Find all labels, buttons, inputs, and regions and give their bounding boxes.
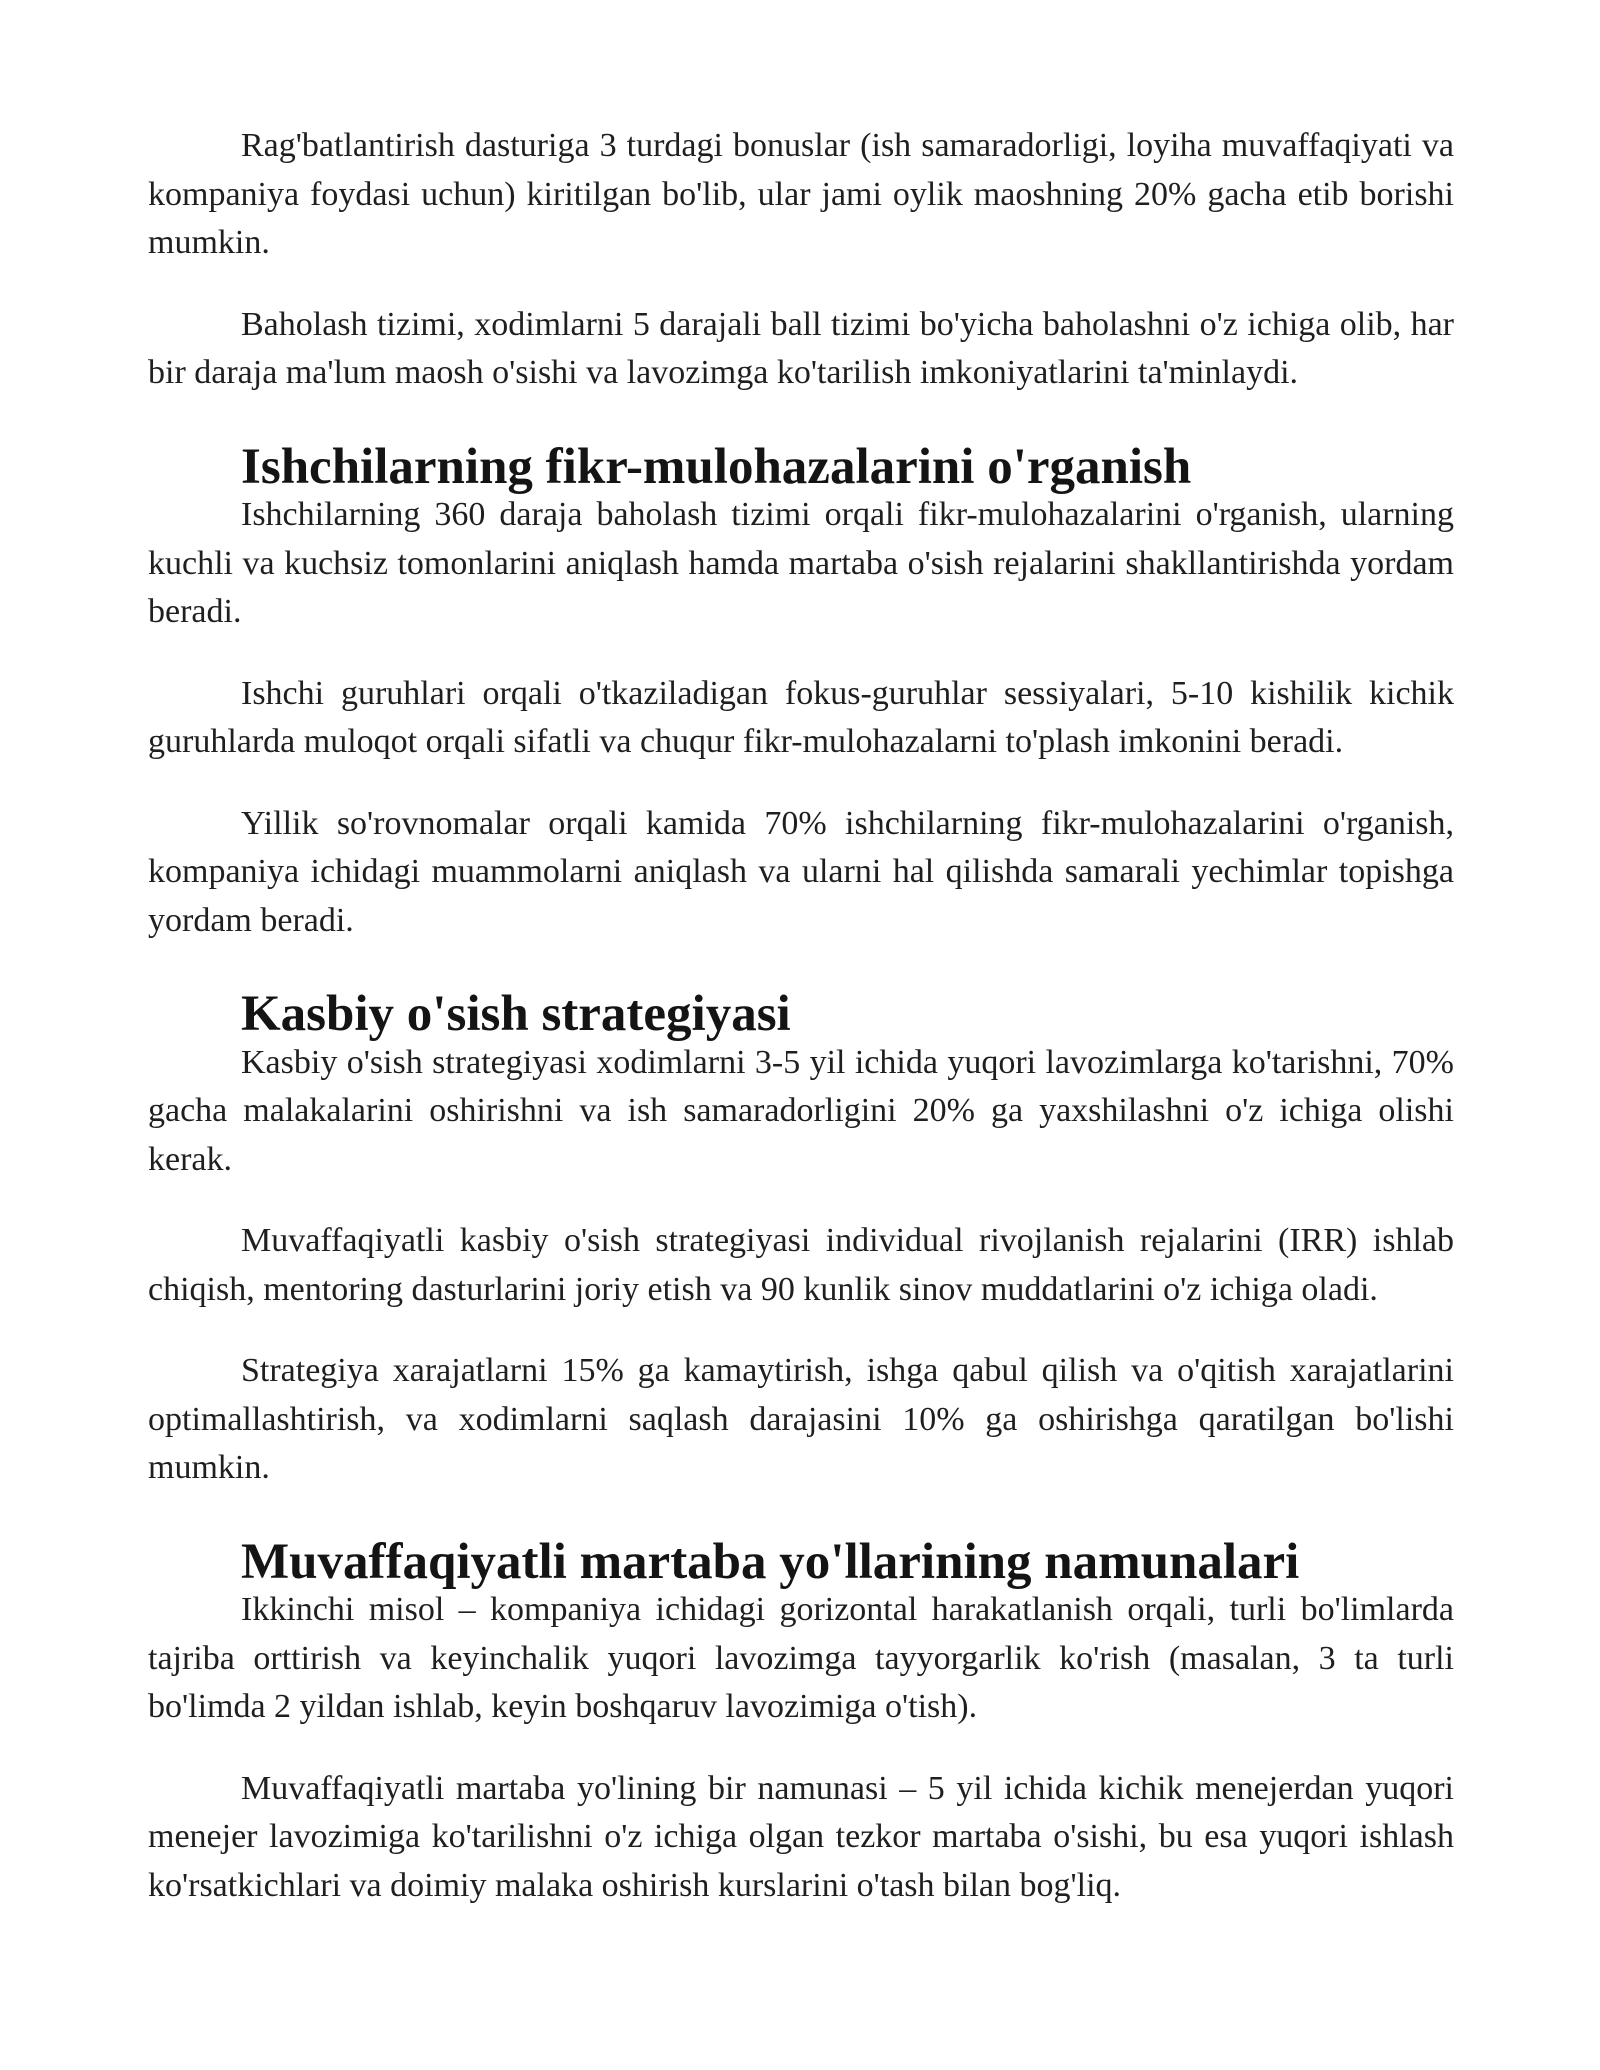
paragraph-second-example: Ikkinchi misol – kompaniya ichidagi gorizontal harakatlanish orqali, turli bo'limlarda tajriba orttirish va keyinchalik yuqori lavozimga tayyorgarlik ko'rish (masalan, 3 ta turli bo'limda 2 yildan ishlab, keyin boshqaruv lavozimiga o'tish). [148, 1591, 1454, 1725]
paragraph-strategy-goals: Kasbiy o'sish strategiyasi xodimlarni 3-5 yil ichida yuqori lavozimlarga ko'tarishni, 70% gacha malakalarini oshirishni va ish samaradorligini 20% ga yaxshilashni o'z ichiga olishi kerak. [148, 1043, 1454, 1178]
paragraph-focus-groups: Ishchi guruhlari orqali o'tkaziladigan fokus-guruhlar sessiyalari, 5-10 kishilik kichik guruhlarda muloqot orqali sifatli va chuqur fikr-mulohazalarni to'plash imkonini beradi. [148, 674, 1454, 760]
document-page [148, 122, 1454, 1943]
paragraph-360-feedback: Ishchilarning 360 daraja baholash tizimi orqali fikr-mulohazalarini o'rganish, ularning kuchli va kuchsiz tomonlarini aniqlash hamda martaba o'sish rejalarini shakllantirishda yordam beradi. [148, 496, 1454, 630]
heading-career-growth-strategy: Kasbiy o'sish strategiyasi [241, 986, 791, 1042]
heading-employee-feedback: Ishchilarning fikr-mulohazalarini o'rganish [241, 438, 1192, 495]
paragraph-career-path-sample: Muvaffaqiyatli martaba yo'lining bir namunasi – 5 yil ichida kichik menejerdan yuqori menejer lavozimiga ko'tarilishni o'z ichiga olgan tezkor martaba o'sishi, bu esa yuqori ishlash ko'rsatkichlari va doimiy malaka oshirish kurslarini o'tash bilan bog'liq. [148, 1769, 1454, 1904]
paragraph-annual-surveys: Yillik so'rovnomalar orqali kamida 70% ishchilarning fikr-mulohazalarini o'rganish, kompaniya ichidagi muammolarni aniqlash va ularni hal qilishda samarali yechimlar topishga yordam beradi. [148, 804, 1454, 939]
paragraph-strategy-costs: Strategiya xarajatlarni 15% ga kamaytirish, ishga qabul qilish va o'qitish xarajatlarini optimallashtirish, va xodimlarni saqlash darajasini 10% ga oshirishga qaratilgan bo'lishi mumkin. [148, 1352, 1454, 1486]
paragraph-evaluation-system: Baholash tizimi, xodimlarni 5 darajali ball tizimi bo'yicha baholashni o'z ichiga olib, har bir daraja ma'lum maosh o'sishi va lavozimga ko'tarilish imkoniyatlarini ta'minlaydi. [148, 305, 1454, 391]
paragraph-bonus-program: Rag'batlantirish dasturiga 3 turdagi bonuslar (ish samaradorligi, loyiha muvaffaqiyati va kompaniya foydasi uchun) kiritilgan bo'lib, ular jami oylik maoshning 20% gacha etib borishi mumkin. [148, 127, 1454, 261]
heading-career-path-examples: Muvaffaqiyatli martaba yo'llarining namunalari [241, 1533, 1300, 1590]
paragraph-strategy-components: Muvaffaqiyatli kasbiy o'sish strategiyasi individual rivojlanish rejalarini (IRR) ishlab chiqish, mentoring dasturlarini joriy etish va 90 kunlik sinov muddatlarini o'z ichiga oladi. [148, 1222, 1454, 1308]
